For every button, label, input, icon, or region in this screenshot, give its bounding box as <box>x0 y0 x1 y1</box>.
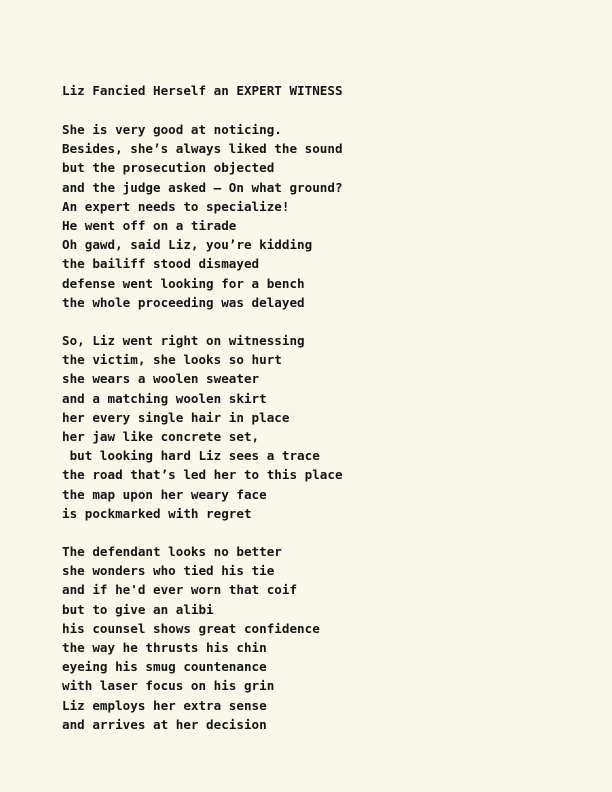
poem-line: her jaw like concrete set, <box>62 428 260 444</box>
poem-line: but the prosecution objected <box>62 160 275 176</box>
stanza-3 <box>62 542 320 734</box>
poem-line: Besides, she’s always liked the sound <box>62 141 343 157</box>
poem-line: eyeing his smug countenance <box>62 659 267 675</box>
poem-line: his counsel shows great confidence <box>62 620 320 636</box>
poem-line: The defendant looks no better <box>62 544 282 559</box>
poem-line: but looking hard Liz sees a trace <box>62 448 320 464</box>
poem-line: her every single hair in place <box>62 409 290 425</box>
poem-line: An expert needs to specialize! <box>62 198 290 214</box>
poem-line: and if he'd ever worn that coif <box>62 582 298 598</box>
poem-line: She is very good at noticing. <box>62 122 282 137</box>
poem-line: and arrives at her decision <box>62 716 267 732</box>
poem-title: Liz Fancied Herself an EXPERT WITNESS <box>62 83 343 98</box>
poem-line: she wonders who tied his tie <box>62 563 275 579</box>
poem-line: the whole proceeding was delayed <box>62 294 305 310</box>
poem-line: and the judge asked – On what ground? <box>62 179 343 195</box>
poem-line: the map upon her weary face <box>62 486 267 502</box>
stanza-2 <box>62 331 343 523</box>
poem-line: He went off on a tirade <box>62 217 237 233</box>
poem-line: she wears a woolen sweater <box>62 371 260 387</box>
poem-line: the way he thrusts his chin <box>62 639 267 655</box>
poem-line: but to give an alibi <box>62 601 214 617</box>
poem-line: Liz employs her extra sense <box>62 697 267 713</box>
poem-line: So, Liz went right on witnessing <box>62 333 305 348</box>
poem-line: Oh gawd, said Liz, you’re kidding <box>62 237 313 253</box>
poem-line: with laser focus on his grin <box>62 678 275 694</box>
poem-line: and a matching woolen skirt <box>62 390 267 406</box>
poem-line: the bailiff stood dismayed <box>62 256 260 272</box>
stanza-1 <box>62 120 343 312</box>
poem-line: defense went looking for a bench <box>62 275 305 291</box>
poem-line: is pockmarked with regret <box>62 505 252 521</box>
poem-line: the road that’s led her to this place <box>62 467 343 483</box>
poem-line: the victim, she looks so hurt <box>62 352 282 368</box>
